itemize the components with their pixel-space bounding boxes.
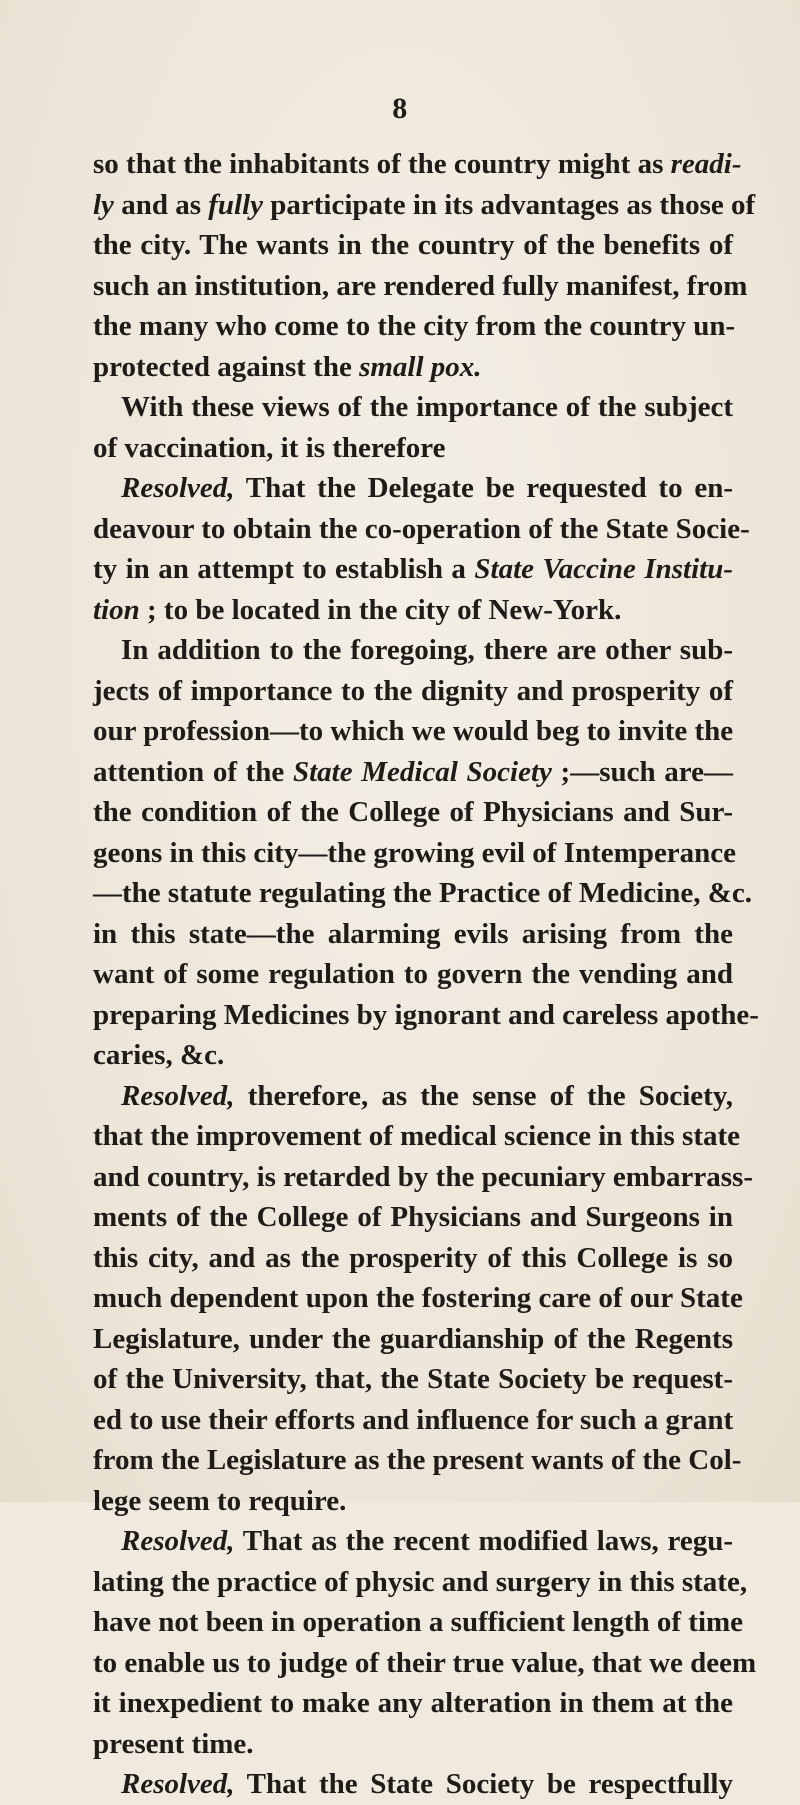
italic-text: State Vaccine Institu- <box>474 553 733 585</box>
text-line <box>93 1602 744 1643</box>
text-segment: from the Legislature as the present wants of the Col- <box>93 1444 742 1476</box>
text-line <box>93 1764 733 1805</box>
text-segment: ty in an attempt to establish a <box>93 553 475 585</box>
text-line <box>93 509 750 550</box>
body-text <box>93 144 759 1805</box>
text-segment: ments of the College of Physicians and Surgeons in <box>93 1201 733 1233</box>
text-segment: participate in its advantages as those of <box>263 188 756 221</box>
text-line <box>93 1238 733 1279</box>
text-segment: caries, &c. <box>93 1039 225 1071</box>
text-line <box>93 428 733 469</box>
text-segment: to enable us to judge of their true value, that we deem <box>93 1646 757 1679</box>
text-segment: much dependent upon the fostering care of our State <box>93 1282 743 1314</box>
text-line <box>93 1278 743 1319</box>
text-segment: present time. <box>93 1727 254 1760</box>
text-segment: That as the recent modified laws, regu- <box>234 1525 733 1557</box>
text-line <box>93 225 733 266</box>
text-segment: jects of importance to the dignity and prosperity of <box>93 674 733 707</box>
text-line <box>93 387 733 428</box>
text-segment: in this state—the alarming evils arising from the <box>93 917 733 950</box>
text-segment: ed to use their efforts and influence for such a grant <box>93 1403 734 1436</box>
text-segment: lating the practice of physic and surgery in this state, <box>93 1565 748 1598</box>
italic-text: small pox. <box>359 350 482 383</box>
text-line <box>93 954 733 995</box>
text-segment: want of some regulation to govern the vending and <box>93 958 733 990</box>
text-segment: so that the inhabitants of the country might as <box>93 148 671 180</box>
text-segment: attention of the <box>93 755 293 788</box>
text-line <box>93 266 748 307</box>
text-segment: deavour to obtain the co-operation of the State Socie- <box>93 512 750 545</box>
text-line <box>93 792 733 833</box>
text-line <box>93 1076 733 1117</box>
text-line <box>93 468 733 509</box>
text-segment: protected against the <box>93 350 360 383</box>
text-segment: of vaccination, it is therefore <box>93 431 446 464</box>
text-segment: the condition of the College of Physicians and Sur- <box>93 796 733 828</box>
text-segment: that the improvement of medical science in this state <box>93 1120 741 1152</box>
text-segment: have not been in operation a sufficient length of time <box>93 1606 744 1638</box>
text-line <box>93 833 737 874</box>
text-segment: ; to be located in the city of New-York. <box>139 593 622 626</box>
text-line <box>93 1440 742 1481</box>
text-segment: That the Delegate be requested to en- <box>234 472 733 504</box>
text-segment: such an institution, are rendered fully manifest, from <box>93 269 748 302</box>
text-segment: Legislature, under the guardianship of the Regents <box>93 1322 733 1355</box>
text-segment: With these views of the importance of the subject <box>121 391 733 423</box>
italic-text: Resolved, <box>121 1079 235 1112</box>
italic-text: ly <box>93 188 114 221</box>
text-line <box>93 1319 733 1360</box>
text-line <box>93 306 736 347</box>
text-segment: this city, and as the prosperity of this College is so <box>93 1241 733 1274</box>
text-segment: geons in this city—the growing evil of Intemperance <box>93 836 737 869</box>
text-line <box>93 873 753 914</box>
text-line <box>93 1643 757 1684</box>
italic-text: Resolved, <box>121 472 235 504</box>
text-line <box>93 549 733 590</box>
text-segment: of the University, that, the State Society be request- <box>93 1363 733 1395</box>
text-segment: and as <box>113 188 209 221</box>
text-line <box>93 144 742 185</box>
text-segment: preparing Medicines by ignorant and careless apothe- <box>93 998 759 1031</box>
text-line <box>93 1116 741 1157</box>
text-segment: our profession—to which we would beg to invite the <box>93 715 734 747</box>
text-segment: the city. The wants in the country of the benefits of <box>93 229 733 261</box>
text-line <box>93 1157 754 1198</box>
text-line <box>93 995 759 1036</box>
text-segment: it inexpedient to make any alteration in them at the <box>93 1687 733 1719</box>
text-segment: —the statute regulating the Practice of Medicine, &c. <box>93 877 753 909</box>
text-line <box>93 1521 733 1562</box>
text-line <box>93 1562 748 1603</box>
italic-text: fully <box>208 188 264 221</box>
text-line <box>93 1359 733 1400</box>
text-line <box>93 1481 733 1522</box>
italic-text: Resolved, <box>121 1525 235 1557</box>
text-segment: the many who come to the city from the country un- <box>93 310 736 342</box>
text-line <box>93 185 756 226</box>
text-line <box>93 1197 733 1238</box>
text-line <box>93 1035 733 1076</box>
text-line <box>93 1683 733 1724</box>
text-line <box>93 752 733 793</box>
text-line <box>93 630 733 671</box>
text-line <box>93 914 733 955</box>
text-segment: therefore, as the sense of the Society, <box>234 1079 733 1112</box>
page-number: 8 <box>392 92 408 125</box>
text-line <box>93 590 733 631</box>
text-segment: ;—such are— <box>551 755 733 788</box>
italic-text: tion <box>93 593 140 626</box>
italic-text: Resolved, <box>121 1768 235 1800</box>
text-segment: That the State Society be respectfully <box>234 1768 733 1800</box>
text-segment: and country, is retarded by the pecuniary embarrass- <box>93 1160 754 1193</box>
text-segment: lege seem to require. <box>93 1484 347 1517</box>
text-line <box>93 711 733 752</box>
italic-text: State Medical Society <box>292 755 552 788</box>
italic-text: readi- <box>670 148 742 180</box>
text-line <box>93 1724 733 1765</box>
text-line <box>93 347 733 388</box>
text-line <box>93 671 733 712</box>
text-line <box>93 1400 733 1441</box>
text-segment: In addition to the foregoing, there are other sub- <box>121 634 733 666</box>
